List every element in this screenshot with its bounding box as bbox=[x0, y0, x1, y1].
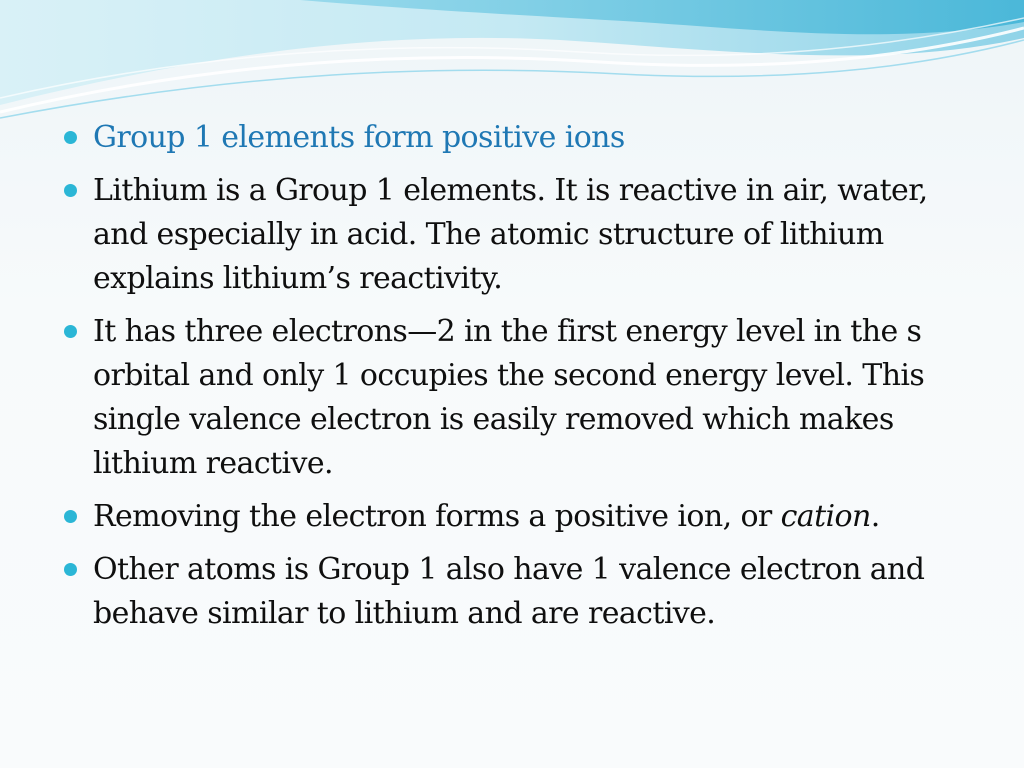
bullet-text: It has three electrons—2 in the first energy level in the s orbital and only 1 occupies the second energy level. This single valence electron is easily removed which makes lithium reactive. bbox=[93, 314, 925, 481]
bullet-dot-icon bbox=[64, 131, 77, 144]
bullet-dot-icon bbox=[64, 563, 77, 576]
bullet-dot-icon bbox=[64, 510, 77, 523]
bullet-list bbox=[64, 116, 984, 645]
bullet-text-part: . bbox=[870, 499, 880, 534]
bullet-dot-icon bbox=[64, 184, 77, 197]
bullet-dot-icon bbox=[64, 325, 77, 338]
bullet-text: Group 1 elements form positive ions bbox=[93, 120, 625, 155]
bullet-text-part: Removing the electron forms a positive ion, or bbox=[93, 499, 781, 534]
bullet-text: Other atoms is Group 1 also have 1 valence electron and behave similar to lithium and are reactive. bbox=[93, 552, 925, 631]
bullet-item bbox=[64, 548, 984, 636]
bullet-text: Lithium is a Group 1 elements. It is reactive in air, water, and especially in acid. The atomic structure of lithium explains lithium’s reactivity. bbox=[93, 173, 928, 296]
header-wave-decoration bbox=[0, 0, 1024, 130]
bullet-item bbox=[64, 310, 984, 486]
cation-term: cation bbox=[780, 499, 871, 534]
bullet-item bbox=[64, 495, 984, 539]
bullet-text bbox=[93, 499, 880, 534]
bullet-item bbox=[64, 169, 984, 301]
bullet-item bbox=[64, 116, 984, 160]
